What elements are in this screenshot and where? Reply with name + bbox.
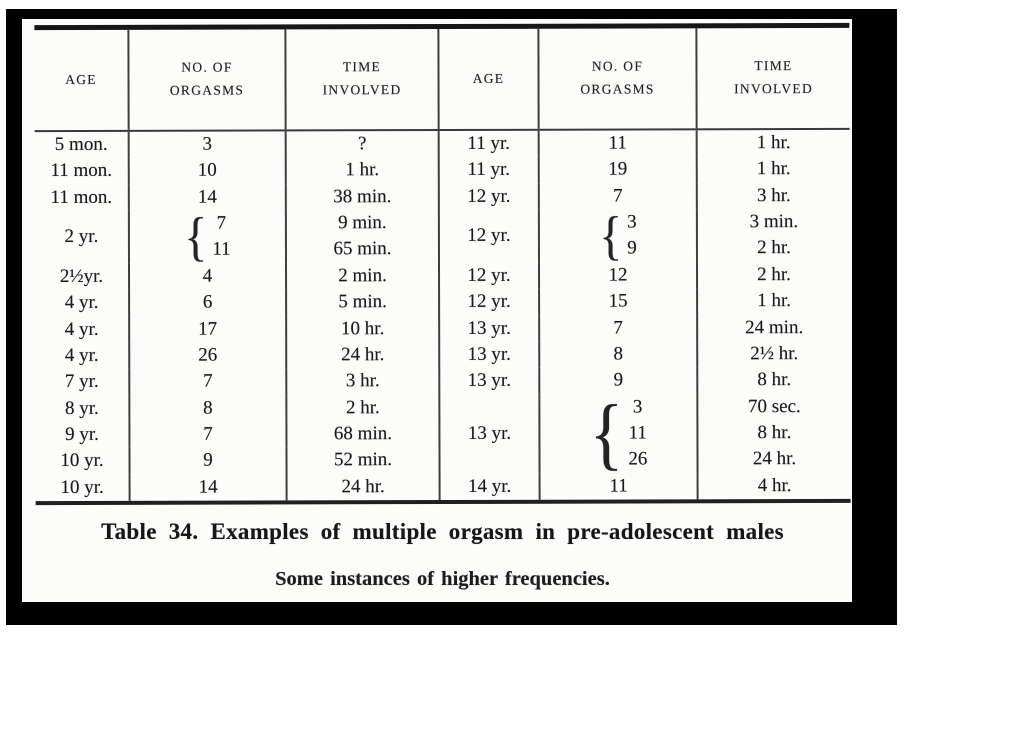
age-value: 4 yr.: [64, 292, 99, 314]
orgasm-values: [203, 448, 213, 474]
left-half: [35, 131, 441, 501]
time-involved-cell: [287, 157, 440, 184]
header-time-right: TIME INVOLVED: [734, 58, 814, 97]
age-cell: [440, 210, 540, 263]
orgasms-cell: [540, 389, 698, 479]
age-cell: [35, 448, 130, 475]
time-value: 24 min.: [745, 316, 804, 338]
time-value: 24 hr.: [752, 448, 797, 470]
time-value: 8 hr.: [757, 422, 792, 444]
time-involved-cell: [698, 156, 850, 183]
brace-glyph: {: [599, 206, 623, 266]
time-values: [758, 473, 792, 499]
orgasm-values: [198, 342, 217, 368]
orgasm-count: 17: [198, 318, 218, 340]
orgasm-count: 11: [628, 422, 647, 444]
time-value: 2 hr.: [757, 237, 791, 259]
age-value: 12 yr.: [467, 225, 511, 247]
age-value: 11 yr.: [467, 132, 510, 154]
time-values: [757, 367, 791, 393]
orgasm-count: 15: [608, 290, 628, 312]
orgasms-cell: [540, 262, 698, 289]
time-value: 5 min.: [338, 291, 387, 313]
age-value: 10 yr.: [60, 476, 104, 498]
age-cell: [35, 290, 130, 317]
orgasms-cell: [540, 341, 698, 368]
orgasm-count: 7: [613, 185, 623, 207]
table-34: [34, 23, 850, 505]
age-value: 11 yr.: [467, 159, 511, 181]
time-value: 24 hr.: [341, 475, 385, 497]
orgasm-values: [609, 289, 628, 315]
orgasm-count: 14: [197, 186, 217, 208]
age-cell: [35, 316, 130, 343]
table-row: [36, 474, 441, 501]
age-value: 12 yr.: [467, 264, 511, 286]
time-involved-cell: [287, 342, 440, 369]
time-values: [334, 447, 392, 474]
orgasm-count: 26: [628, 448, 648, 470]
age-cell: [35, 422, 130, 449]
age-value: 5 mon.: [54, 133, 108, 156]
age-value: 13 yr.: [467, 370, 511, 392]
time-value: 2 hr.: [757, 263, 791, 285]
age-value: 13 yr.: [467, 317, 511, 339]
time-value: 68 min.: [333, 423, 393, 445]
age-value: 2 yr.: [64, 226, 99, 248]
orgasm-values: [613, 341, 623, 367]
orgasms-cell: [130, 207, 287, 267]
table-row: [440, 367, 850, 394]
orgasm-values: [202, 132, 212, 158]
age-cell: [35, 369, 130, 396]
table-row: [35, 184, 440, 211]
orgasm-values: [199, 474, 218, 500]
time-involved-cell: [698, 130, 850, 157]
orgasm-count: 10: [197, 159, 217, 181]
age-value: 7 yr.: [64, 371, 99, 393]
table-row: [440, 206, 850, 266]
time-values: [333, 184, 391, 211]
orgasms-cell: [540, 315, 698, 342]
orgasms-cell: [540, 130, 698, 157]
age-cell: [35, 132, 130, 159]
time-value: 2 hr.: [345, 396, 380, 418]
orgasms-cell: [130, 184, 287, 211]
age-cell: [440, 342, 540, 369]
time-value: 24 hr.: [341, 344, 385, 366]
orgasms-cell: [130, 448, 287, 475]
time-involved-cell: [698, 314, 850, 341]
time-involved-cell: [287, 447, 440, 474]
orgasm-values: [203, 263, 213, 289]
orgasms-cell: [130, 316, 287, 343]
orgasm-count: 4: [202, 265, 213, 287]
orgasm-values: [608, 157, 627, 183]
age-cell: [440, 157, 540, 184]
table-row: [440, 314, 850, 341]
time-value: 1 hr.: [756, 132, 791, 154]
table-row: [35, 263, 440, 290]
age-cell: [440, 368, 540, 395]
table-row: [35, 421, 440, 448]
time-involved-cell: [698, 288, 850, 315]
age-value: 4 yr.: [64, 318, 99, 340]
orgasms-cell: [130, 369, 287, 396]
age-cell: [35, 264, 130, 291]
time-values: [341, 342, 384, 368]
orgasm-values: [212, 211, 230, 264]
orgasm-count: 9: [613, 369, 624, 391]
table-row: [440, 156, 850, 183]
age-cell: [35, 211, 130, 264]
orgasm-values: [198, 316, 217, 342]
orgasm-count: 3: [202, 133, 212, 155]
time-values: [341, 316, 384, 342]
age-cell: [440, 183, 540, 210]
age-cell: [35, 343, 130, 370]
time-values: [341, 474, 384, 500]
table-row: [440, 262, 850, 289]
orgasm-count: 3: [627, 211, 637, 233]
age-value: 10 yr.: [60, 450, 104, 472]
time-value: 3 hr.: [345, 370, 380, 392]
age-value: 13 yr.: [467, 343, 511, 365]
time-value: 2½ hr.: [750, 342, 799, 365]
time-involved-cell: [287, 421, 440, 448]
orgasm-count: 3: [632, 396, 643, 418]
time-involved-cell: [287, 184, 440, 211]
orgasm-count: 12: [608, 264, 628, 286]
time-values: [745, 315, 803, 342]
time-involved-cell: [699, 473, 851, 500]
time-values: [358, 131, 367, 157]
orgasms-cell: [130, 290, 287, 317]
time-involved-cell: [287, 368, 440, 395]
age-value: 9 yr.: [65, 423, 99, 445]
brace-glyph: {: [184, 207, 208, 267]
time-value: 52 min.: [333, 449, 393, 471]
orgasm-values: [608, 262, 627, 288]
time-values: [333, 210, 391, 263]
time-involved-cell: [698, 341, 850, 368]
orgasm-count: 19: [608, 158, 628, 180]
table-row: [35, 289, 440, 316]
time-values: [748, 394, 801, 473]
time-involved-cell: [287, 131, 440, 158]
table-row: [440, 341, 850, 368]
table-row: [35, 395, 440, 422]
header-orgasms-left: NO. OF ORGASMS: [129, 29, 286, 129]
orgasm-count: 11: [609, 475, 628, 497]
orgasm-values: [613, 315, 623, 341]
time-value: 4 hr.: [757, 474, 792, 496]
orgasm-count: 7: [216, 212, 227, 234]
time-value: 1 hr.: [756, 158, 791, 180]
header-orgasms-right: NO. OF ORGASMS: [539, 28, 697, 128]
scan-border-frame: [6, 9, 897, 625]
time-involved-cell: [287, 289, 440, 316]
time-value: 1 hr.: [345, 159, 380, 181]
time-value: 10 hr.: [340, 317, 385, 339]
table-caption: Table 34. Examples of multiple orgasm in pre-adolescent males: [101, 519, 784, 544]
orgasm-values: [203, 290, 213, 316]
header-age-right: AGE: [439, 29, 539, 129]
orgasms-cell: [131, 474, 288, 501]
time-value: 2 min.: [338, 264, 387, 287]
age-value: 12 yr.: [467, 185, 511, 207]
time-value: 3 hr.: [756, 184, 791, 206]
table-row: [441, 473, 851, 500]
table-body: [35, 130, 851, 501]
orgasm-count: 8: [203, 397, 213, 419]
age-value: 11 mon.: [50, 186, 113, 208]
orgasms-cell: [540, 288, 698, 315]
age-value: 13 yr.: [467, 422, 512, 444]
orgasms-cell: [130, 342, 287, 369]
age-cell: [35, 395, 130, 422]
age-cell: [36, 474, 131, 501]
age-value: 8 yr.: [64, 397, 99, 419]
time-values: [757, 156, 791, 182]
table-row: [35, 157, 440, 184]
orgasms-cell: [130, 421, 287, 448]
orgasm-count: 7: [613, 317, 623, 339]
orgasm-count: 26: [198, 344, 218, 366]
age-value: 12 yr.: [467, 290, 511, 313]
orgasms-cell: [130, 263, 287, 290]
time-values: [750, 209, 799, 262]
orgasms-cell: [540, 157, 698, 184]
table-row: [35, 342, 440, 369]
orgasm-count: 8: [613, 343, 624, 365]
orgasm-values: [608, 131, 626, 157]
orgasm-count: 11: [608, 132, 627, 154]
time-involved-cell: [287, 263, 440, 290]
table-row: [35, 368, 440, 395]
orgasm-values: [203, 422, 213, 448]
table-header-row: [34, 28, 849, 130]
scanned-page: [22, 19, 852, 602]
time-value: 38 min.: [333, 185, 392, 208]
time-values: [338, 289, 387, 315]
header-time-left: TIME INVOLVED: [286, 29, 439, 129]
time-involved-cell: [698, 367, 850, 394]
age-value: 2½yr.: [59, 265, 104, 287]
time-involved-cell: [287, 316, 440, 343]
age-value: 14 yr.: [467, 475, 512, 497]
time-involved-cell: [698, 394, 850, 473]
time-value: 1 hr.: [757, 290, 792, 312]
age-cell: [440, 131, 540, 158]
age-cell: [441, 473, 541, 500]
time-involved-cell: [698, 262, 850, 289]
time-involved-cell: [287, 395, 440, 422]
orgasm-values: [203, 369, 213, 395]
orgasms-cell: [130, 131, 287, 158]
table-row: [440, 183, 850, 210]
time-value: 70 sec.: [747, 395, 801, 417]
time-value: 8 hr.: [757, 369, 792, 391]
table-row: [440, 288, 850, 315]
time-values: [750, 341, 798, 367]
time-values: [757, 183, 791, 209]
age-cell: [440, 315, 540, 342]
orgasm-values: [198, 158, 217, 184]
table-row: [35, 316, 440, 343]
orgasms-cell: [540, 206, 698, 266]
time-values: [757, 288, 791, 314]
orgasm-count: 11: [212, 238, 231, 261]
time-values: [346, 368, 380, 394]
table-row: [35, 207, 440, 267]
orgasm-count: 14: [198, 476, 218, 498]
age-value: 11 mon.: [50, 160, 113, 182]
time-values: [757, 262, 791, 288]
orgasm-count: 7: [203, 370, 213, 392]
time-values: [346, 395, 380, 421]
orgasm-count: 7: [203, 423, 213, 445]
age-cell: [440, 394, 540, 473]
time-value: 65 min.: [333, 238, 392, 260]
time-values: [334, 421, 392, 448]
right-half: [440, 130, 851, 500]
time-involved-cell: [698, 209, 850, 262]
orgasm-count: 9: [627, 237, 637, 259]
table-subcaption: Some instances of higher frequencies.: [275, 568, 610, 590]
table-row: [440, 389, 850, 479]
time-value: 3 min.: [749, 211, 799, 233]
age-cell: [440, 289, 540, 316]
header-age-left: AGE: [34, 30, 129, 130]
time-involved-cell: [698, 183, 850, 210]
age-cell: [440, 263, 540, 290]
brace-glyph: {: [589, 389, 624, 479]
orgasms-cell: [130, 158, 287, 185]
age-value: 4 yr.: [64, 344, 99, 366]
orgasm-values: [628, 394, 647, 473]
age-cell: [35, 185, 130, 212]
time-values: [757, 130, 791, 156]
table-row: [35, 447, 440, 474]
table-row: [35, 131, 440, 158]
time-values: [338, 263, 387, 289]
orgasms-cell: [130, 395, 287, 422]
time-value: 9 min.: [338, 212, 387, 234]
time-involved-cell: [288, 474, 441, 501]
orgasm-values: [203, 395, 213, 421]
time-value: ?: [357, 133, 367, 155]
age-cell: [35, 158, 130, 185]
orgasm-values: [627, 210, 637, 263]
time-involved-cell: [287, 210, 440, 263]
time-values: [345, 158, 379, 184]
orgasm-count: 9: [203, 449, 213, 471]
table-row: [440, 130, 850, 157]
orgasm-count: 6: [202, 291, 213, 313]
